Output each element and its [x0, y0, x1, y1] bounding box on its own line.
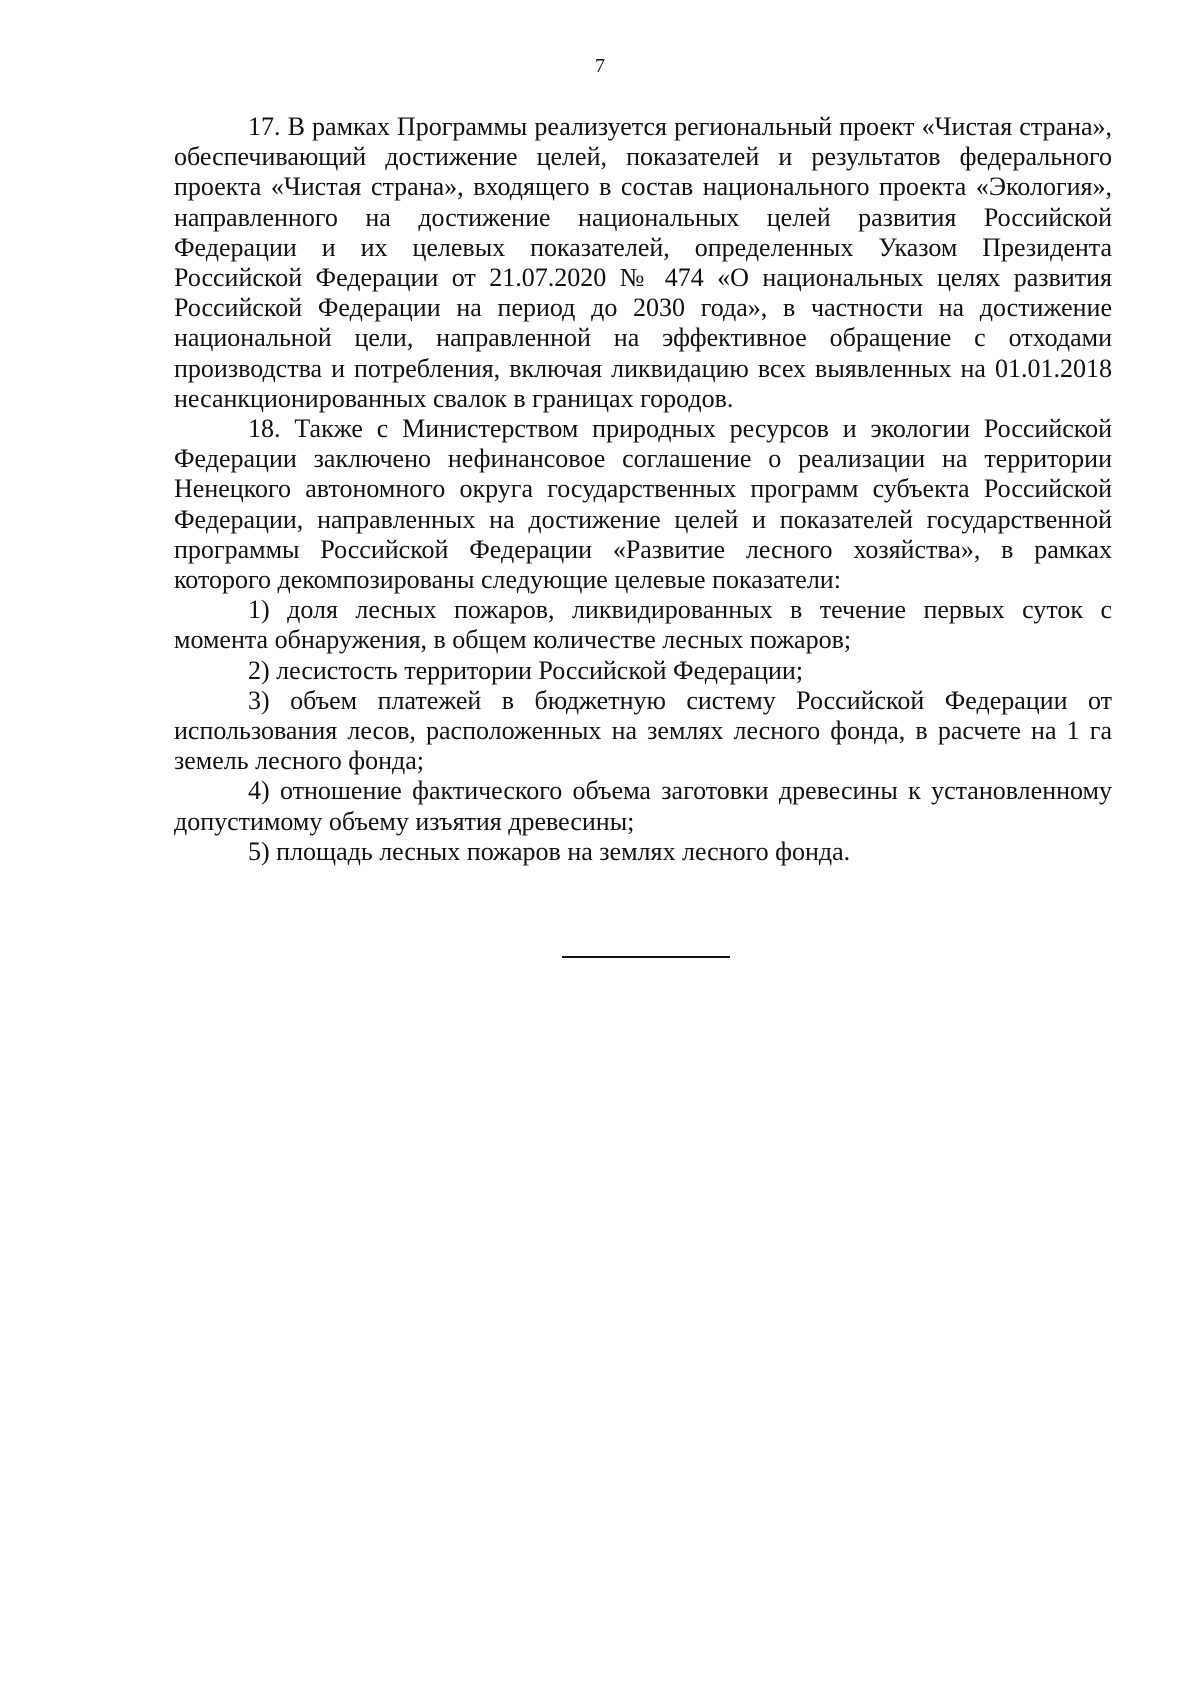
list-item-3: 3) объем платежей в бюджетную систему Российской Федерации от использования лесов, расположенных на землях лесного фонда, в расчете на 1 га земель лесного фонда;	[174, 685, 1112, 776]
paragraph-17: 17. В рамках Программы реализуется региональный проект «Чистая страна», обеспечивающий достижение целей, показателей и результатов федерального проекта «Чистая страна», входящего в состав национального проекта «Экология», направленного на достижение национальных целей развития Российской Федерации и их целевых показателей, определенных Указом Президента Российской Федерации от 21.07.2020 № 474 «О национальных целях развития Российской Федерации на период до 2030 года», в частности на достижение национальной цели, направленной на эффективное обращение с отходами производства и потребления, включая ликвидацию всех выявленных на 01.01.2018 несанкционированных свалок в границах городов.	[174, 112, 1112, 413]
document-body	[174, 112, 1112, 867]
list-item-4: 4) отношение фактического объема заготовки древесины к установленному допустимому объему изъятия древесины;	[174, 776, 1112, 836]
list-item-1: 1) доля лесных пожаров, ликвидированных в течение первых суток с момента обнаружения, в общем количестве лесных пожаров;	[174, 595, 1112, 655]
list-item-5: 5) площадь лесных пожаров на землях лесного фонда.	[248, 836, 851, 866]
list-item-2: 2) лесистость территории Российской Федерации;	[248, 655, 804, 685]
paragraph-18: 18. Также с Министерством природных ресурсов и экологии Российской Федерации заключено нефинансовое соглашение о реализации на территории Ненецкого автономного округа государственных программ субъекта Российской Федерации, направленных на достижение целей и показателей государственной программы Российской Федерации «Развитие лесного хозяйства», в рамках которого декомпозированы следующие целевые показатели:	[174, 414, 1112, 595]
end-separator-line	[562, 956, 730, 958]
page-number: 7	[595, 55, 605, 77]
